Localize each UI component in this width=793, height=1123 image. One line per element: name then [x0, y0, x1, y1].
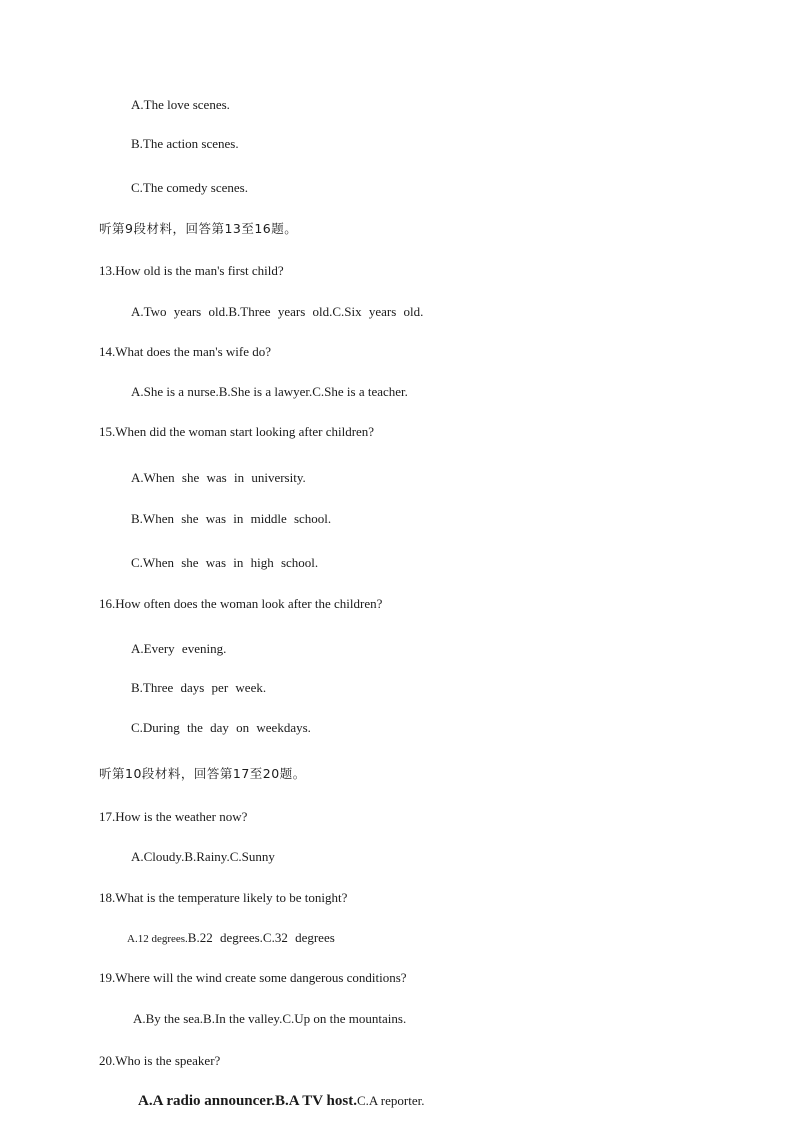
q12-option-b: B.The action scenes. — [131, 136, 239, 151]
section-9-instruction: 听第9段材料，回答第13至16题。 — [99, 221, 298, 236]
question-17-options: A.Cloudy.B.Rainy.C.Sunny — [131, 849, 275, 864]
question-14: 14.What does the man's wife do? — [99, 344, 272, 359]
question-15-option-c: C.When she was in high school. — [131, 555, 319, 570]
question-18: 18.What is the temperature likely to be tonight? — [99, 890, 348, 905]
question-15-option-a: A.When she was in university. — [131, 470, 306, 485]
question-17: 17.How is the weather now? — [99, 809, 248, 824]
question-16: 16.How often does the woman look after the children? — [99, 596, 383, 611]
q12-option-a: A.The love scenes. — [131, 97, 230, 112]
question-15: 15.When did the woman start looking after children? — [99, 424, 375, 439]
question-16-option-b: B.Three days per week. — [131, 680, 267, 695]
question-13: 13.How old is the man's first child? — [99, 263, 284, 278]
section-10-instruction: 听第10段材料，回答第17至20题。 — [99, 766, 306, 781]
question-20-options-ab: A.A radio announcer.B.A TV host. — [138, 1093, 357, 1109]
question-20-options — [138, 1093, 424, 1109]
question-20-option-c: C.A reporter. — [356, 1093, 425, 1108]
question-16-option-a: A.Every evening. — [131, 641, 227, 656]
q12-option-c: C.The comedy scenes. — [131, 180, 248, 195]
question-20: 20.Who is the speaker? — [99, 1053, 221, 1068]
question-18-options — [127, 930, 335, 947]
question-16-option-c: C.During the day on weekdays. — [131, 720, 311, 735]
question-18-option-a: A.12 degrees. — [127, 933, 188, 945]
question-15-option-b: B.When she was in middle school. — [131, 511, 332, 526]
question-19-options: A.By the sea.B.In the valley.C.Up on the mountains. — [133, 1011, 407, 1026]
question-13-options: A.Two years old.B.Three years old.C.Six years old. — [131, 304, 424, 319]
question-14-options: A.She is a nurse.B.She is a lawyer.C.She is a teacher. — [131, 384, 408, 399]
question-18-options-bc: B.22 degrees.C.32 degrees — [187, 930, 335, 945]
question-19: 19.Where will the wind create some dangerous conditions? — [99, 970, 407, 985]
